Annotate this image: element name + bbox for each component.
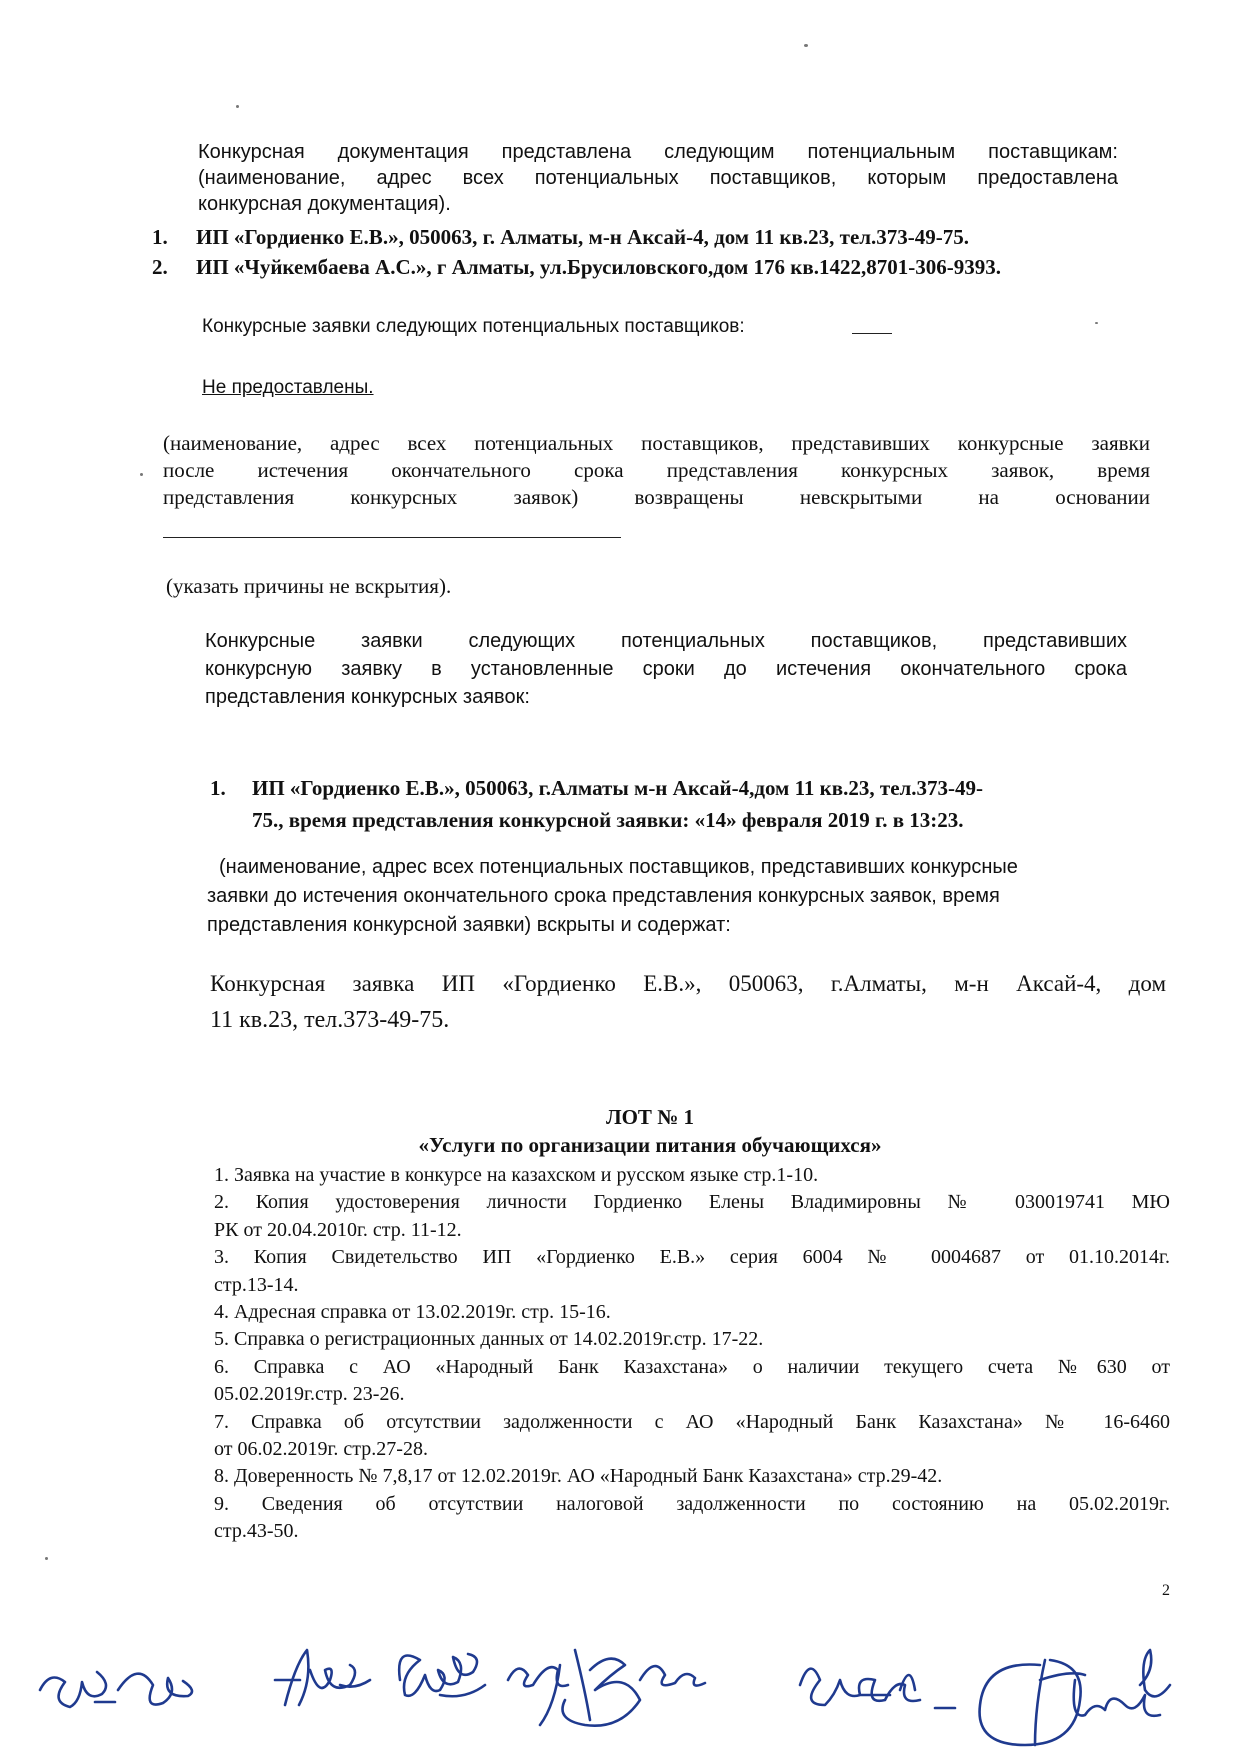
signature-strokes — [0, 1610, 1240, 1753]
application-line: 11 кв.23, тел.373-49-75. — [210, 1007, 450, 1033]
signature-5 — [800, 1669, 955, 1708]
intro-line: конкурсная документация). — [198, 193, 451, 215]
signature-6 — [980, 1650, 1170, 1745]
scan-speck — [1095, 322, 1098, 324]
returned-note-line: (наименование, адрес всех потенциальных поставщиков, представивших конкурсные заявки — [163, 431, 1150, 455]
scan-speck — [140, 473, 143, 476]
supplier-list — [152, 222, 1152, 282]
application-description — [210, 966, 1166, 1038]
opened-supplier — [210, 772, 1150, 836]
returned-note — [163, 430, 1150, 511]
reason-blank-line — [163, 537, 621, 538]
supplier-number: 2. — [152, 255, 168, 279]
opened-note — [207, 853, 1137, 940]
scan-speck — [804, 44, 808, 47]
in-time-line: представления конкурсных заявок: — [205, 686, 530, 708]
signature-1 — [40, 1672, 192, 1707]
scan-speck — [45, 1557, 48, 1560]
opened-note-line: заявки до истечения окончательного срока представления конкурсных заявок, время — [207, 885, 1000, 907]
signature-2 — [275, 1650, 370, 1705]
lot-item: 7. Справка об отсутствии задолженности с АО «Народный Банк Казахстана» № 16-6460 от 06.02.2019г. стр.27-28. — [214, 1410, 1170, 1461]
lot-item: 2. Копия удостоверения личности Гордиенко Елены Владимировны № 030019741 МЮ РК от 20.04.2010г. стр. 11-12. — [214, 1191, 1170, 1241]
returned-note-line: представления конкурсных заявок) возвращены невскрытыми на основании — [163, 485, 1150, 509]
opened-supplier-number: 1. — [210, 776, 226, 800]
lot-item: 9. Сведения об отсутствии налоговой задолженности по состоянию на 05.02.2019г. стр.43-50. — [214, 1492, 1170, 1543]
supplier-text: ИП «Чуйкембаева А.С.», г Алматы, ул.Брусиловского,дом 176 кв.1422,8701-306-9393. — [196, 255, 1001, 279]
opened-note-line: представления конкурсной заявки) вскрыты и содержат: — [207, 914, 731, 936]
applications-heading: Конкурсные заявки следующих потенциальных поставщиков: — [202, 316, 745, 337]
in-time-line: Конкурсные заявки следующих потенциальных поставщиков, представивших — [205, 630, 1127, 652]
page-number: 2 — [1162, 1582, 1170, 1599]
opened-note-line: (наименование, адрес всех потенциальных поставщиков, представивших конкурсные — [219, 856, 1018, 878]
lot-title: ЛОТ № 1 — [605, 1105, 695, 1129]
returned-note-line: после истечения окончательного срока представления конкурсных заявок, время — [163, 458, 1150, 482]
intro-line: (наименование, адрес всех потенциальных поставщиков, которым предоставлена — [198, 167, 1118, 189]
lot-item: 4. Адресная справка от 13.02.2019г. стр. 15-16. — [214, 1301, 611, 1324]
opened-supplier-line: 75., время представления конкурсной заявки: «14» февраля 2019 г. в 13:23. — [252, 808, 964, 832]
supplier-item — [152, 222, 1152, 252]
signature-3 — [399, 1654, 485, 1696]
in-time-paragraph — [205, 627, 1127, 711]
intro-paragraph — [198, 139, 1118, 217]
supplier-text: ИП «Гордиенко Е.В.», 050063, г. Алматы, м-н Аксай-4, дом 11 кв.23, тел.373-49-75. — [196, 225, 970, 249]
opened-supplier-line: 1. ИП «Гордиенко Е.В.», 050063, г.Алматы м-н Аксай-4,дом 11 кв.23, тел.373-49- — [210, 772, 1150, 804]
supplier-number: 1. — [152, 225, 168, 249]
signature-4 — [508, 1650, 705, 1726]
lot-item: 5. Справка о регистрационных данных от 14.02.2019г.стр. 17-22. — [214, 1328, 764, 1351]
intro-line: Конкурсная документация представлена следующим потенциальным поставщикам: — [198, 141, 1118, 163]
lot-items — [214, 1162, 1170, 1546]
lot-item: 6. Справка с АО «Народный Банк Казахстана» о наличии текущего счета №630 от 05.02.2019г.стр. 23-26. — [214, 1355, 1170, 1406]
reason-note: (указать причины не вскрытия). — [166, 574, 452, 598]
application-line: Конкурсная заявка ИП «Гордиенко Е.В.», 050063, г.Алматы, м-н Аксай-4, дом — [210, 971, 1166, 996]
lot-item: 3. Копия Свидетельство ИП «Гордиенко Е.В.» серия 6004 № 0004687 от 01.10.2014г. стр.13-14. — [214, 1246, 1170, 1296]
signatures-row — [0, 1610, 1240, 1753]
in-time-line: конкурсную заявку в установленные сроки до истечения окончательного срока — [205, 658, 1127, 680]
lot-item: 8. Доверенность № 7,8,17 от 12.02.2019г. АО «Народный Банк Казахстана» стр.29-42. — [214, 1465, 943, 1488]
not-provided-text: Не предоставлены. — [202, 377, 374, 398]
supplier-item — [152, 252, 1152, 282]
scan-speck — [236, 105, 239, 108]
lot-subtitle: «Услуги по организации питания обучающихся» — [418, 1133, 882, 1157]
heading-underline — [852, 333, 892, 334]
lot-item: 1. Заявка на участие в конкурсе на казахском и русском языке стр.1-10. — [214, 1164, 819, 1186]
